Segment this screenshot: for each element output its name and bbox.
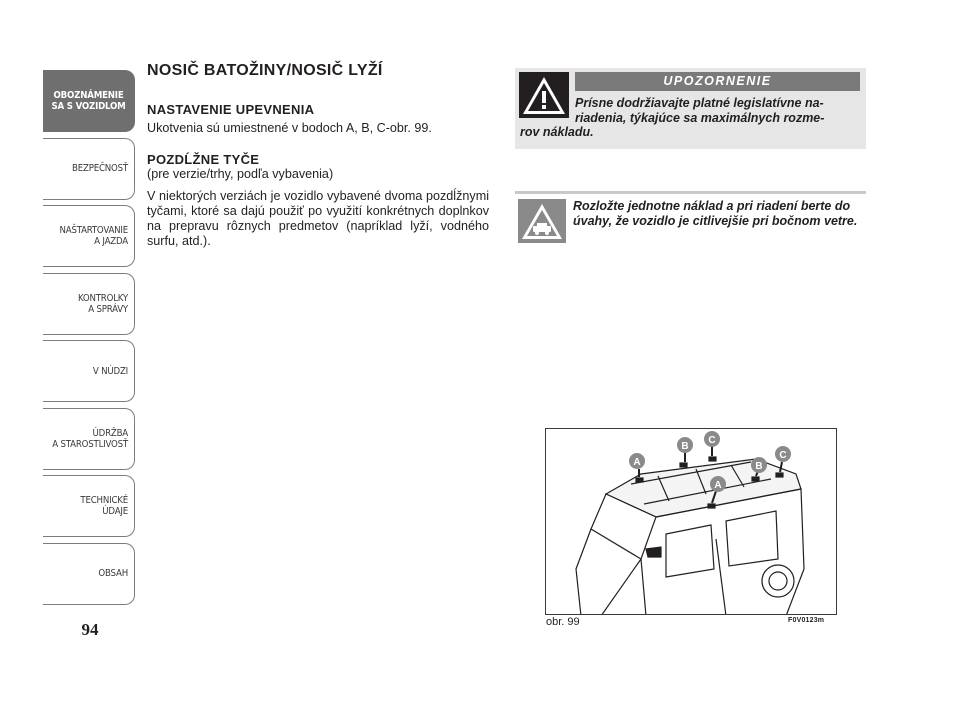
van-illustration	[546, 429, 837, 615]
tab-label: OBOZNÁMENIE SA S VOZIDLOM	[51, 90, 126, 112]
section-body: V niektorých verziách je vozidlo vybavené dvoma pozdĺžnymi tyčami, ktoré sa dajú použiť po využití konkrétnych doplnkov na prepravu rôznych predmetov (napríklad lyží, vodného surfu, atd.).	[147, 189, 489, 248]
section-heading: POZDĹŽNE TYČE	[147, 152, 260, 167]
tab-technicke-udaje[interactable]	[43, 475, 135, 537]
figure-label: C	[779, 450, 787, 461]
tab-v-nudzi[interactable]	[43, 340, 135, 402]
figure-label: A	[714, 480, 722, 491]
figure-van-roof	[545, 428, 837, 615]
note-text: Rozložte jednotne náklad a pri riadení berte do úvahy, že vozidlo je citlivejšie pri bočnom vetre.	[573, 199, 858, 228]
tab-kontrolky[interactable]	[43, 273, 135, 335]
tab-label: BEZPEČNOSŤ	[72, 163, 128, 174]
warning-line: riadenia, týkajúce sa maximálnych rozme-	[575, 110, 825, 125]
chapter-tabs	[43, 70, 135, 610]
tab-bezpecnost[interactable]	[43, 138, 135, 200]
tab-label: ÚDRŽBA A STAROSTLIVOSŤ	[52, 427, 128, 450]
tab-oboznamenie[interactable]	[43, 70, 135, 132]
page-number: 94	[81, 620, 99, 639]
warning-line: Prísne dodržiavajte platné legislatívne na-	[575, 96, 824, 110]
tab-udrzba[interactable]	[43, 408, 135, 470]
figure-label: B	[755, 461, 763, 472]
page-title: NOSIČ BATOŽINY/NOSIČ LYŽÍ	[147, 62, 383, 79]
figure-label: C	[708, 435, 716, 446]
tab-obsah[interactable]	[43, 543, 135, 605]
figure-label: A	[633, 457, 641, 468]
section-subheading: (pre verzie/trhy, podľa vybavenia)	[147, 167, 334, 181]
warning-header: UPOZORNENIE	[575, 72, 860, 91]
section-body: Ukotvenia sú umiestnené v bodoch A, B, C-obr. 99.	[147, 121, 432, 135]
tab-label: TECHNICKÉ ÚDAJE	[80, 495, 128, 517]
tab-label: V NÚDZI	[92, 365, 128, 377]
figure-code: F0V0123m	[788, 617, 825, 624]
tab-label: KONTROLKY A SPRÁVY	[77, 292, 128, 315]
figure-label: B	[681, 441, 689, 452]
tab-nastartovanie[interactable]	[43, 205, 135, 267]
figure-caption: obr. 99	[546, 616, 580, 628]
crosswind-triangle-icon	[518, 199, 566, 243]
tab-label: NAŠTARTOVANIE A JAZDA	[59, 225, 128, 247]
note-divider	[515, 191, 866, 194]
warning-line: rov nákladu.	[520, 125, 594, 139]
section-heading: NASTAVENIE UPEVNENIA	[147, 102, 315, 117]
tab-label: OBSAH	[98, 568, 128, 579]
main-text-column	[147, 62, 489, 265]
warning-text	[520, 96, 862, 140]
